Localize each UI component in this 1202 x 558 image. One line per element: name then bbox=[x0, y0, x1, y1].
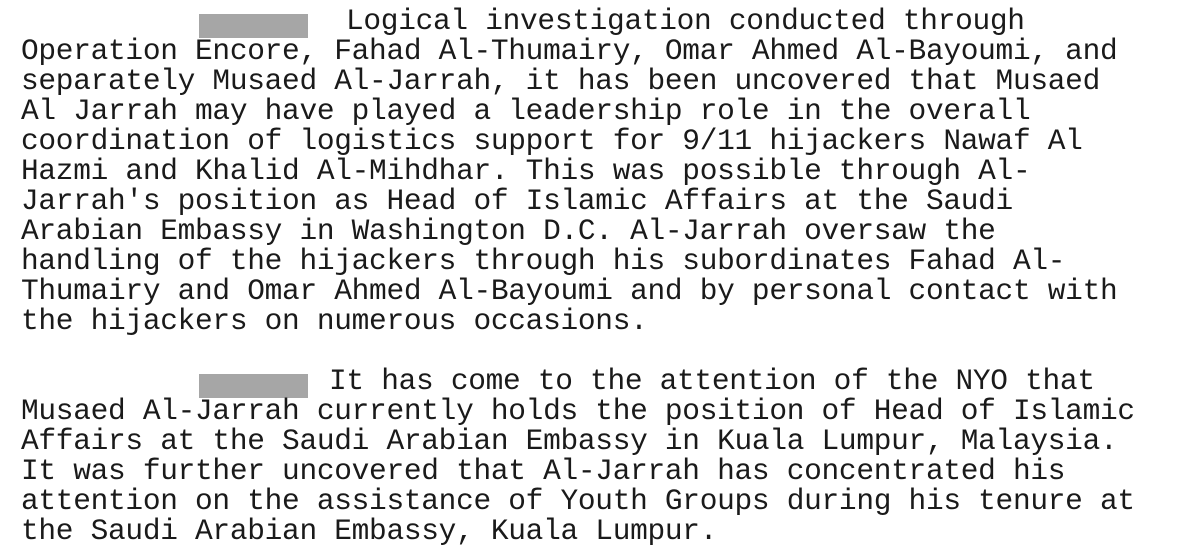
paragraph-2-line: the Saudi Arabian Embassy, Kuala Lumpur. bbox=[21, 514, 718, 548]
paragraph-2-line: It has come to the attention of the NYO that bbox=[329, 364, 1095, 398]
paragraph-2-line: attention on the assistance of Youth Groups during his tenure at bbox=[21, 484, 1135, 518]
paragraph-1-line: Al Jarrah may have played a leadership role in the overall bbox=[21, 94, 1031, 128]
paragraph-1-line: Jarrah's position as Head of Islamic Affairs at the Saudi bbox=[21, 184, 1013, 218]
paragraph-1-line: Hazmi and Khalid Al-Mihdhar. This was possible through Al- bbox=[21, 154, 1031, 188]
paragraph-1-line: Operation Encore, Fahad Al-Thumairy, Omar Ahmed Al-Bayoumi, and bbox=[21, 34, 1118, 68]
paragraph-1-line: the hijackers on numerous occasions. bbox=[21, 304, 648, 338]
paragraph-1-line: Arabian Embassy in Washington D.C. Al-Jarrah oversaw the bbox=[21, 214, 996, 248]
paragraph-2-line: It was further uncovered that Al-Jarrah has concentrated his bbox=[21, 454, 1066, 488]
paragraph-1-line: Thumairy and Omar Ahmed Al-Bayoumi and by personal contact with bbox=[21, 274, 1118, 308]
paragraph-1-line: handling of the hijackers through his subordinates Fahad Al- bbox=[21, 244, 1066, 278]
paragraph-1-line: Logical investigation conducted through bbox=[346, 4, 1025, 38]
paragraph-2-line: Musaed Al-Jarrah currently holds the position of Head of Islamic bbox=[21, 394, 1135, 428]
paragraph-1-line: coordination of logistics support for 9/11 hijackers Nawaf Al bbox=[21, 124, 1083, 158]
paragraph-1-line: separately Musaed Al-Jarrah, it has been uncovered that Musaed bbox=[21, 64, 1100, 98]
paragraph-2-line: Affairs at the Saudi Arabian Embassy in Kuala Lumpur, Malaysia. bbox=[21, 424, 1118, 458]
